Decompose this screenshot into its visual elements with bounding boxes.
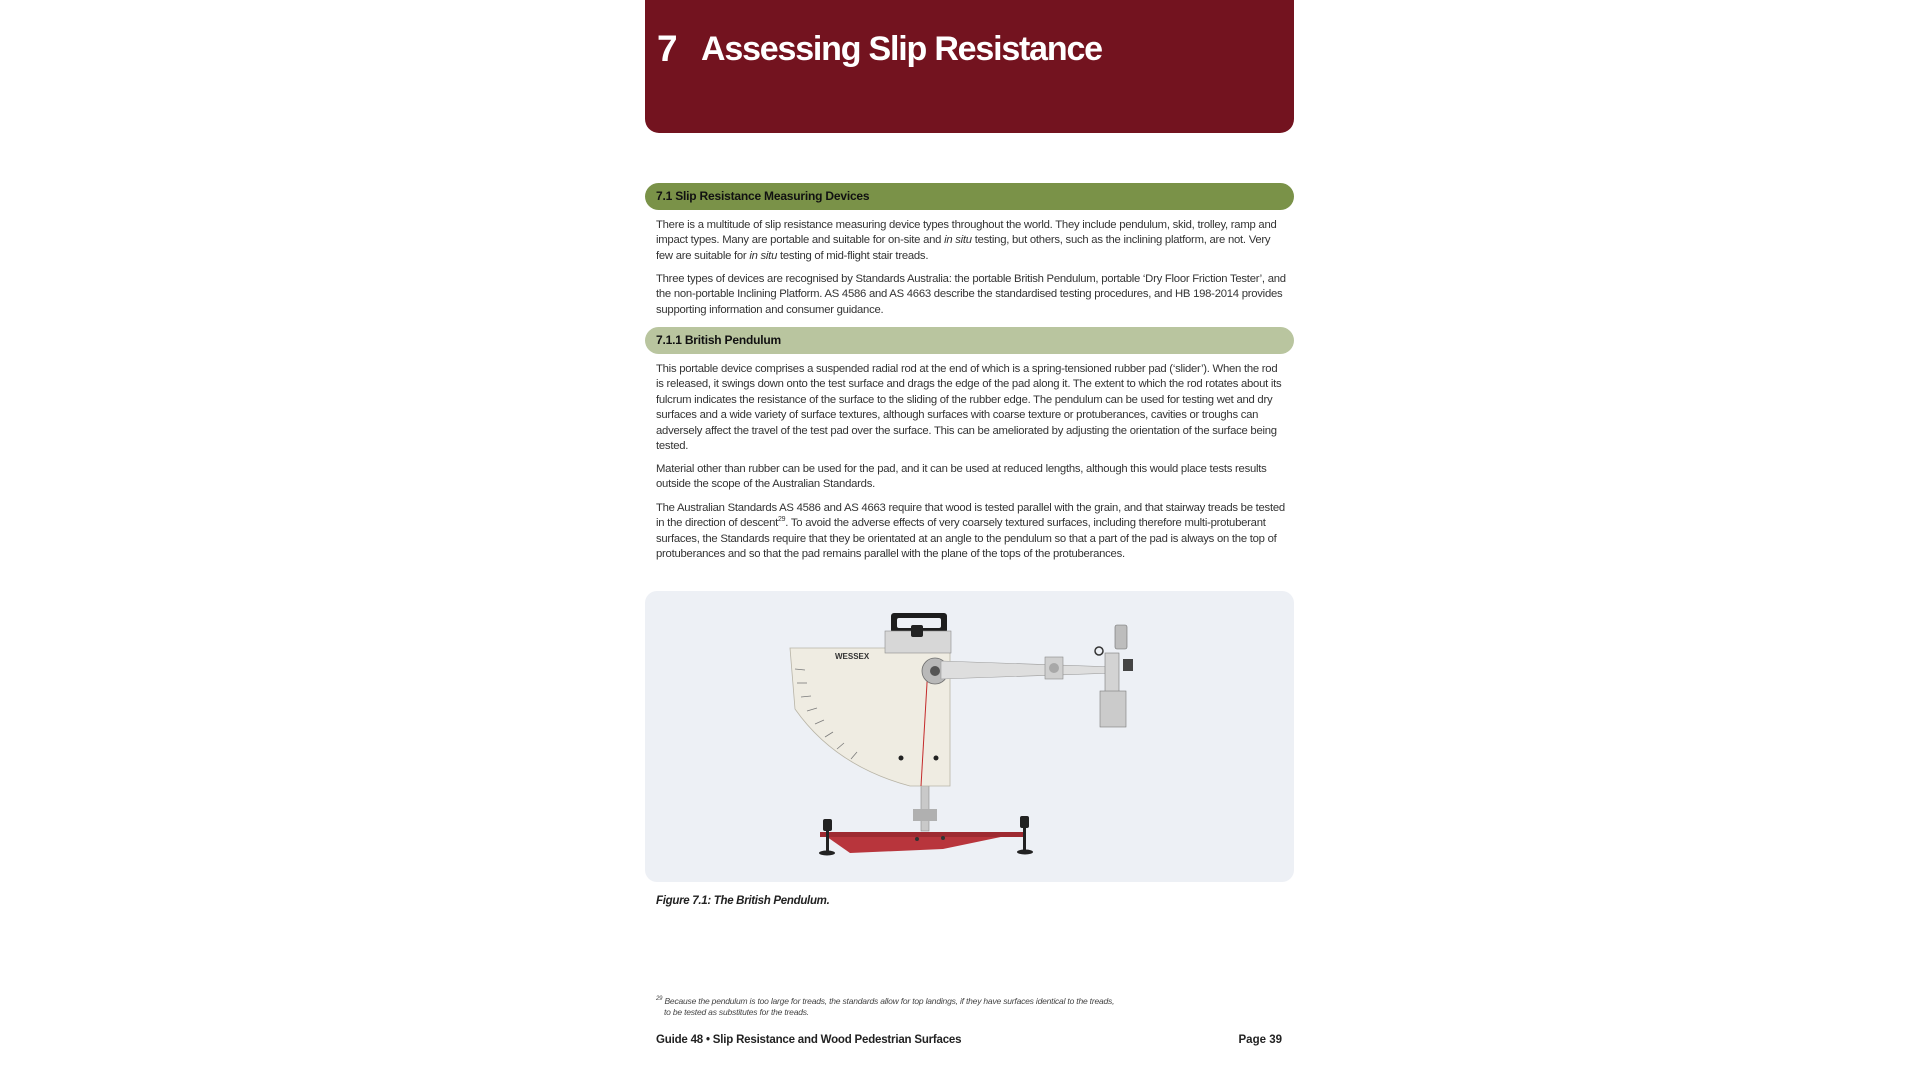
footer-guide-title: Guide 48 • Slip Resistance and Wood Pedestrian Surfaces — [656, 1034, 962, 1046]
chapter-number: 7 — [657, 28, 677, 69]
figure-caption: Figure 7.1: The British Pendulum. — [656, 895, 830, 907]
section-heading-7-1: 7.1 Slip Resistance Measuring Devices — [645, 183, 1294, 210]
british-pendulum-illustration — [645, 591, 1294, 882]
footnote: $^{29}$ Because the pendulum is too large for treads, the standards allow for top landings, if they have surfaces identical to the treads, to be tested as substitutes for the treads. — [656, 995, 1115, 1018]
chapter-title: Assessing Slip Resistance — [701, 30, 1102, 68]
footnote-number: 29 — [656, 996, 663, 1002]
paragraph-wood-testing: The Australian Standards AS 4586 and AS 4663 require that wood is tested parallel with the grain, and that stairway treads be tested in the direction of descent$^{29}$. To avoid the adverse effects of very coarsely textured surfaces, including therefore multi-protuberant surfaces, the Standards require that they be orientated at an angle to the pendulum so that a part of the pad is always on the top of protuberances and so that the pad remains parallel with the plane of the tops of the protuberances. — [656, 502, 1285, 561]
device-brand-label: WESSEX — [835, 652, 870, 661]
footnote-ref[interactable]: 29 — [778, 516, 786, 524]
paragraph-standards-devices: Three types of devices are recognised by Standards Australia: the portable British Pendulum, portable ‘Dry Floor Friction Tester’, and the non-portable Inclining Platform. AS 4586 and AS 4663 describe the standardised testing procedures, and HB 198-2014 provides supporting information and consumer guidance. — [656, 273, 1286, 316]
paragraph-pendulum-description: This portable device comprises a suspended radial rod at the end of which is a spring-tensioned rubber pad (‘slider’). When the rod is released, it swings down onto the test surface and drags the edge of the pad along it. The extent to which the rod rotates about its fulcrum indicates the resistance of the surface to the sliding of the rubber edge. The pendulum can be used for testing wet and dry surfaces and a wide variety of surface textures, although surfaces with coarse texture or protuberances, cavities or troughs can adversely affect the travel of the test pad over the surface. This can be ameliorated by adjusting the orientation of the surface being tested. — [656, 363, 1282, 453]
footer-page-number: Page 39 — [1238, 1034, 1282, 1046]
paragraph-device-types: There is a multitude of slip resistance measuring device types throughout the world. They include pendulum, skid, trolley, ramp and impact types. Many are portable and suitable for on-site and in situ testing, but others, such as the inclining platform, are not. Very few are suitable for in situ testing of mid-flight stair treads. — [656, 219, 1277, 262]
paragraph-pad-material: Material other than rubber can be used for the pad, and it can be used at reduced lengths, although this would place tests results outside the scope of the Australian Standards. — [656, 463, 1267, 491]
figure-panel — [645, 591, 1294, 882]
chapter-banner — [645, 0, 1294, 133]
section-heading-7-1-1: 7.1.1 British Pendulum — [645, 327, 1294, 354]
document-page — [645, 0, 1294, 1080]
